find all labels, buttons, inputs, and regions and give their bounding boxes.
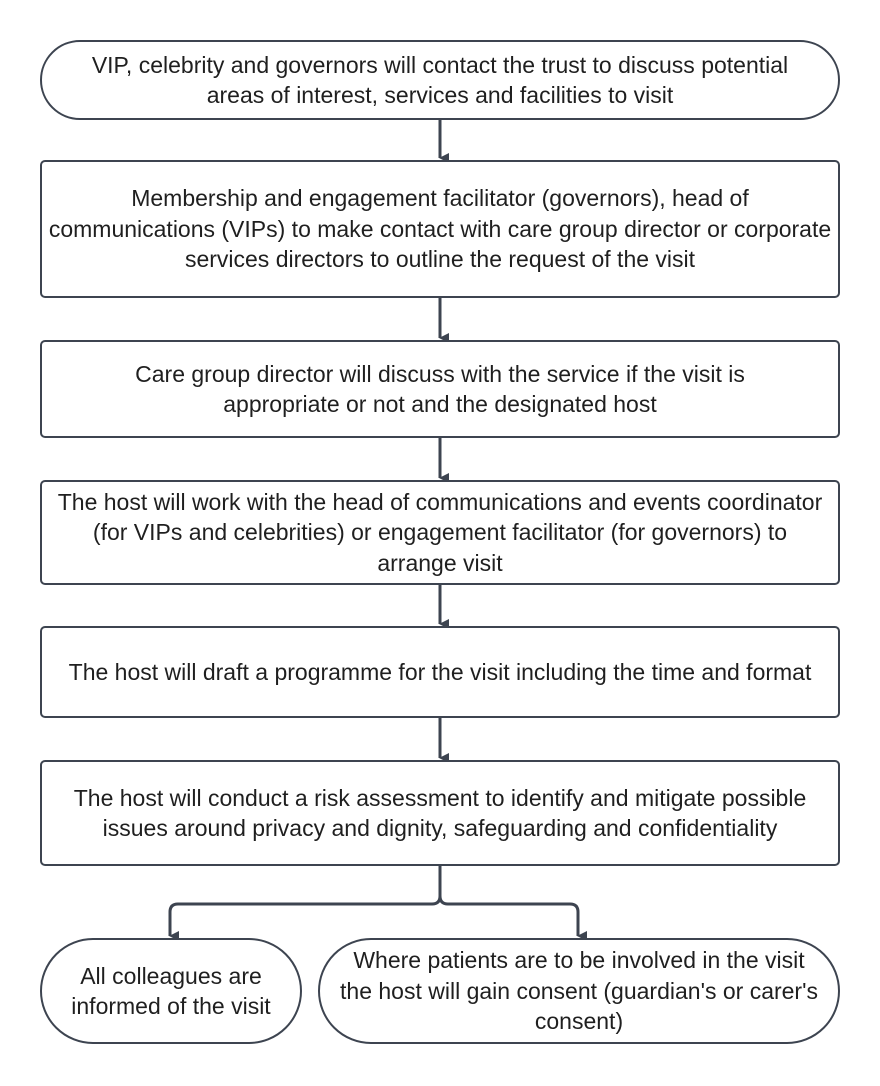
outcome-patient-consent-text: Where patients are to be involved in the visit the host will gain consent (guardian's or carer's consent) [340,947,818,1035]
step-draft-programme [40,626,840,718]
outcome-patient-consent [318,938,840,1044]
step-facilitator-contact [40,160,840,298]
step-director-discuss-text: Care group director will discuss with the service if the visit is appropriate or not and the designated host [135,360,745,417]
branch-stem [170,866,440,936]
step-risk-assessment-text: The host will conduct a risk assessment to identify and mitigate possible issues around privacy and dignity, safeguarding and confidentiality [73,784,807,841]
step-contact-trust [40,40,840,120]
step-host-arrange-text: The host will work with the head of communications and events coordinator (for VIPs and celebrities) or engagement facilitator (for governors) to arrange visit [57,488,823,576]
step-facilitator-contact-text: Membership and engagement facilitator (governors), head of communications (VIPs) to make contact with care group director or corporate services directors to outline the request of the visit [48,185,832,273]
outcome-colleagues-informed-text: All colleagues are informed of the visit [71,962,271,1019]
step-draft-programme-text: The host will draft a programme for the visit including the time and format [68,658,812,685]
step-director-discuss [40,340,840,438]
step-host-arrange [40,480,840,585]
step-contact-trust-text: VIP, celebrity and governors will contact the trust to discuss potential areas of interest, services and facilities to visit [91,51,789,108]
step-risk-assessment [40,760,840,866]
outcome-colleagues-informed [40,938,302,1044]
branch-right [440,896,578,936]
